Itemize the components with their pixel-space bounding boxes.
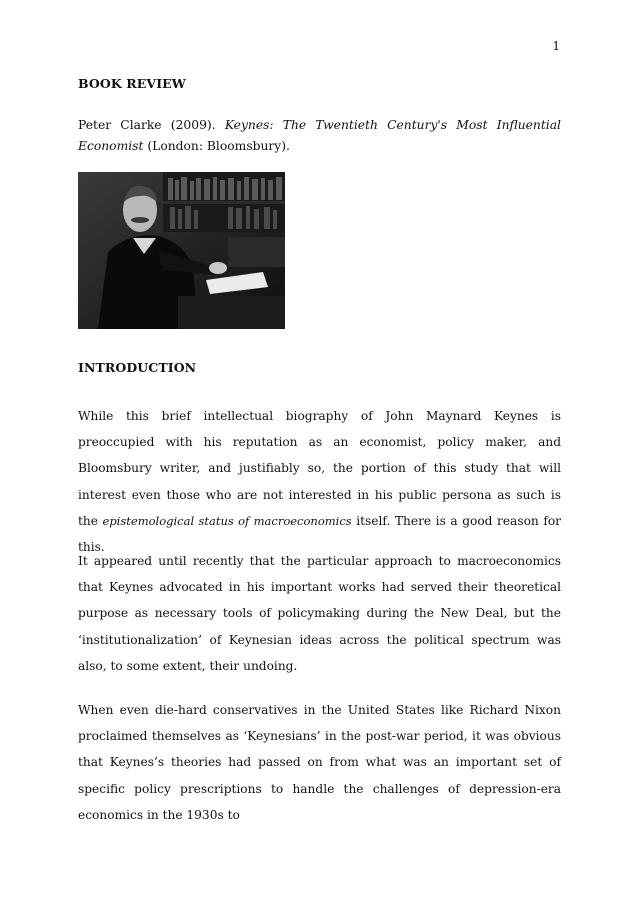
citation-author-year: Peter Clarke (2009). — [78, 118, 216, 132]
paragraph-1 — [78, 403, 561, 560]
citation — [78, 115, 561, 157]
paragraph-3: When even die-hard conservatives in the United States like Richard Nixon proclaimed themselves as ‘Keynesians’ in the post-war period, it was obvious that Keynes’s theories had passed on from what was an important set of specific policy prescriptions to handle the challenges of depression-era economics in the 1930s to — [78, 703, 561, 822]
page-number: 1 — [552, 39, 560, 53]
keynes-portrait-photo — [78, 172, 285, 329]
citation-publisher: (London: Bloomsbury). — [147, 139, 290, 153]
paragraph-1-text-b: itself. There is a good reason for this. — [78, 513, 561, 555]
paragraph-1-italic-phrase: epistemological status of macroeconomics — [102, 513, 352, 528]
book-review-heading: BOOK REVIEW — [78, 76, 186, 91]
introduction-heading: INTRODUCTION — [78, 360, 197, 375]
citation-title: Keynes: The Twentieth Century's Most Influential Economist — [78, 118, 561, 153]
paragraph-1-text-a: While this brief intellectual biography of John Maynard Keynes is preoccupied with his reputation as an economist, policy maker, and Bloomsbury writer, and justifiably so, the portion of this study that will interest even those who are not interested in his public persona as such is the — [78, 409, 561, 528]
paragraph-2: It appeared until recently that the particular approach to macroeconomics that Keynes advocated in his important works had served their theoretical purpose as necessary tools of policymaking during the New Deal, but the ‘institutionalization’ of Keynesian ideas across the political spectrum was also, to some extent, their undoing. — [78, 554, 561, 673]
